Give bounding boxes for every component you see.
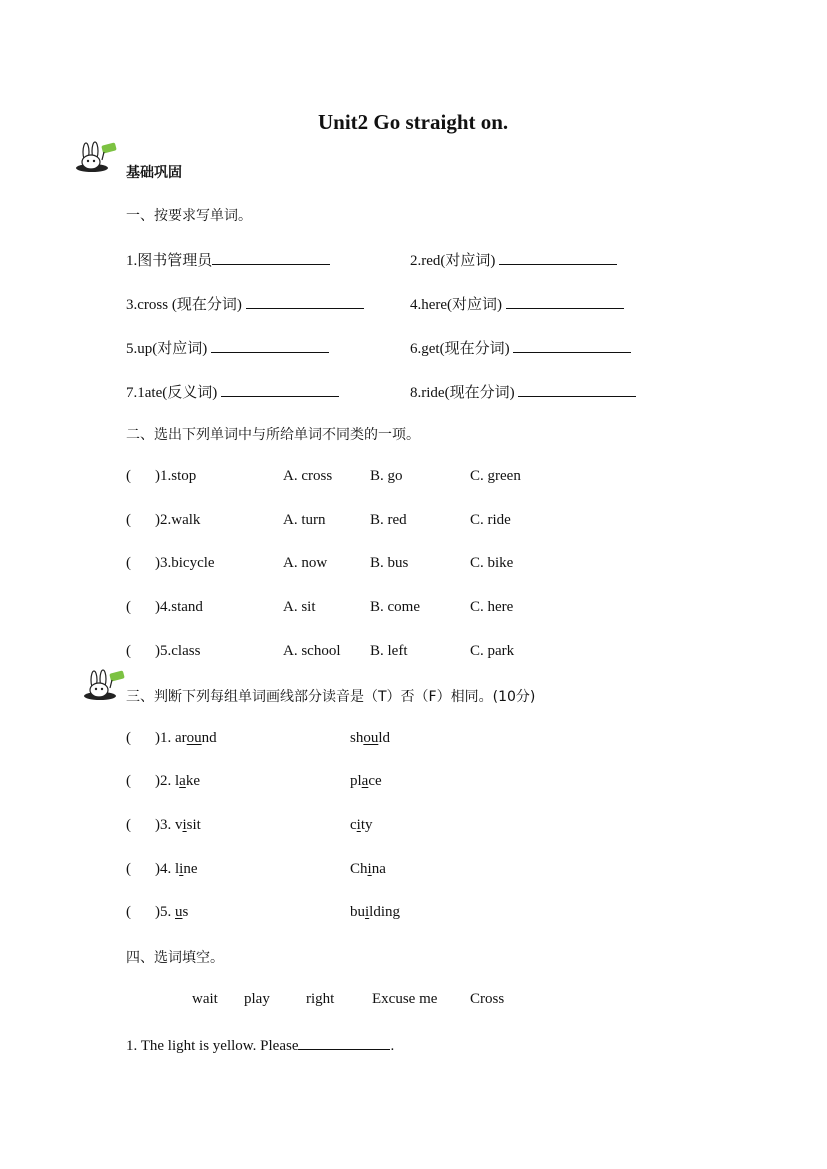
word-bank-item: Excuse me	[372, 991, 438, 1007]
q1-item-6: 6.get(现在分词)	[410, 337, 631, 358]
q1-item-2: 2.red(对应词)	[410, 249, 617, 270]
word-bank-item: wait	[192, 991, 218, 1007]
bunny-icon	[80, 668, 128, 702]
bunny-icon	[72, 140, 120, 174]
q1-item-3: 3.cross (现在分词)	[126, 293, 364, 314]
page-title: Unit2 Go straight on.	[318, 110, 509, 134]
q1-item-1: 1.图书管理员	[126, 249, 330, 270]
q1-item-8: 8.ride(现在分词)	[410, 381, 636, 402]
word-bank-item: right	[306, 991, 335, 1007]
q1-item-5: 5.up(对应词)	[126, 337, 329, 358]
q1-item-4: 4.here(对应词)	[410, 293, 624, 314]
section-3-heading: 三、判断下列每组单词画线部分读音是（T）否（F）相同。(10分)	[126, 689, 536, 705]
q4-item-1: 1. The light is yellow. Please .	[126, 1035, 394, 1055]
word-bank-item: Cross	[470, 991, 505, 1007]
section-2-heading: 二、选出下列单词中与所给单词不同类的一项。	[126, 427, 420, 443]
q1-item-7: 7.1ate(反义词)	[126, 381, 339, 402]
section-basic: 基础巩固	[126, 165, 182, 181]
word-bank-item: play	[244, 991, 270, 1007]
section-1-heading: 一、按要求写单词。	[126, 208, 252, 224]
section-4-heading: 四、选词填空。	[126, 950, 224, 966]
